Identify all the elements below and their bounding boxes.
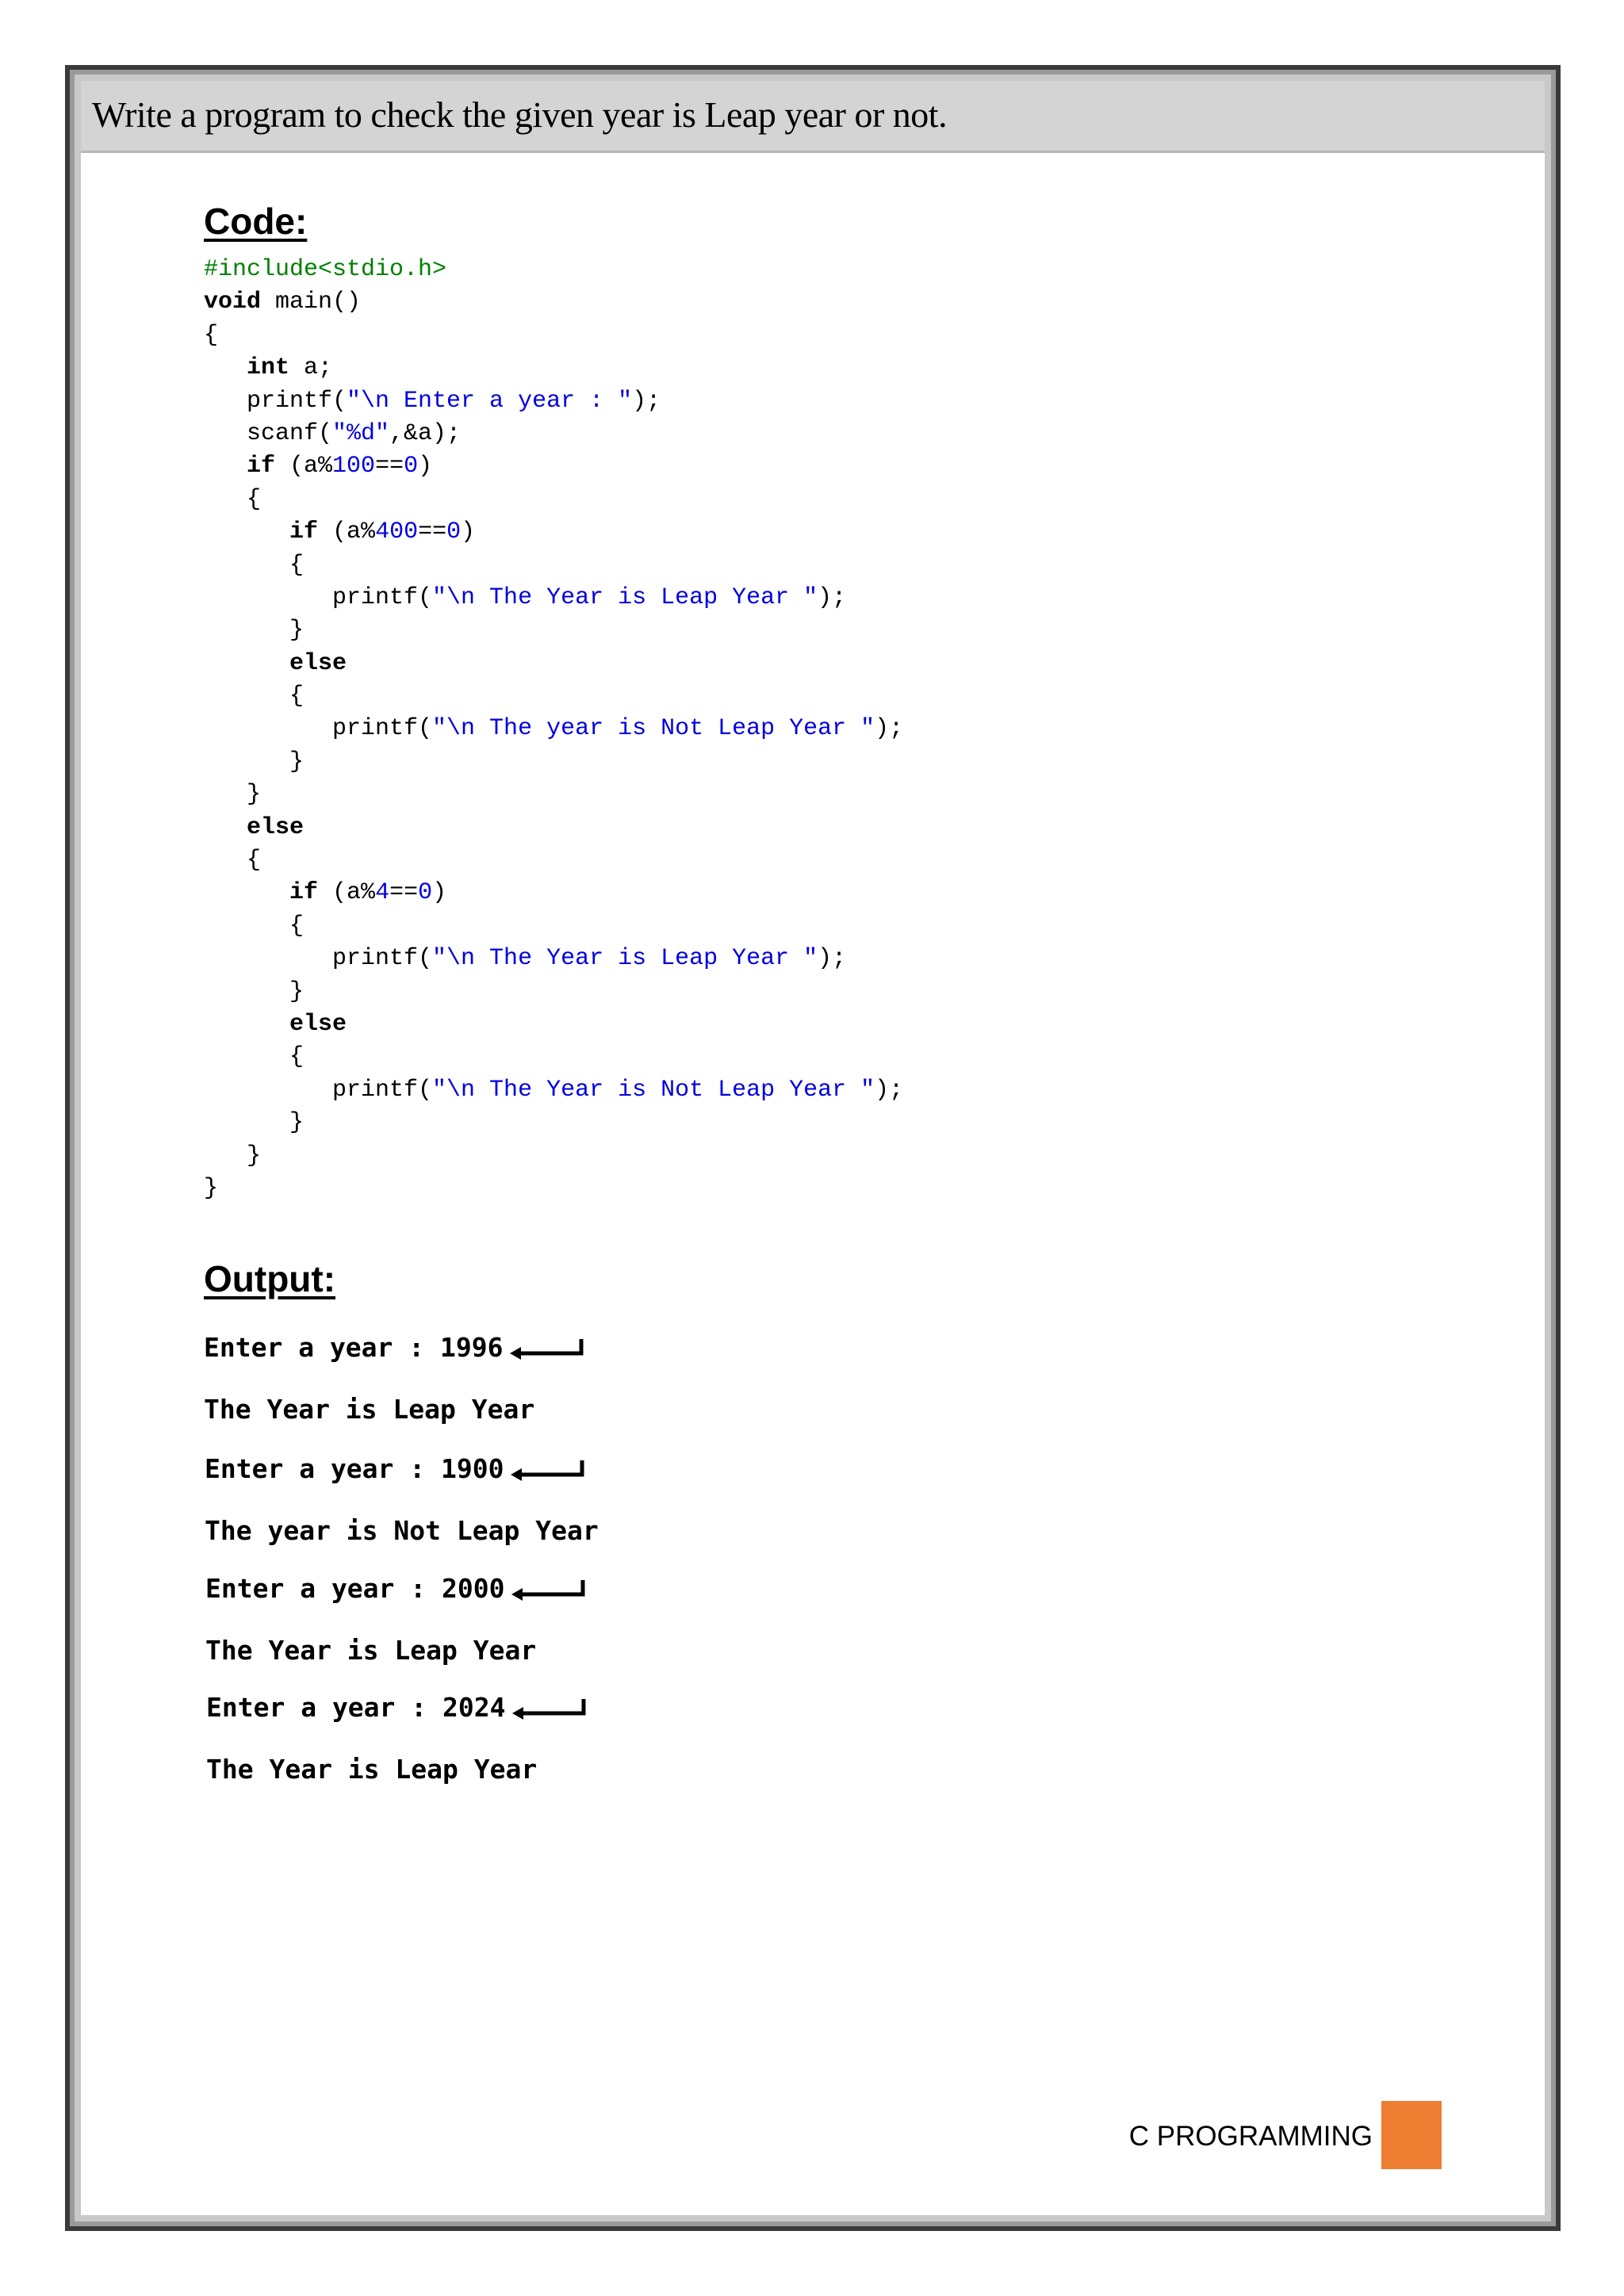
code-token: { <box>204 683 304 710</box>
code-token: void <box>204 289 262 316</box>
code-token: printf( <box>204 1076 433 1104</box>
code-line <box>204 516 903 549</box>
code-token: printf( <box>204 584 433 611</box>
code-token: printf( <box>204 715 433 743</box>
output-text: The year is Not Leap Year <box>205 1515 599 1546</box>
output-text: The Year is Leap Year <box>204 1394 535 1425</box>
code-token: printf( <box>204 387 347 415</box>
code-token: int <box>247 354 290 382</box>
code-line <box>204 877 903 909</box>
code-token: } <box>204 781 262 809</box>
output-text: Enter a year : 2024 <box>206 1692 506 1723</box>
code-token: ) <box>418 453 433 480</box>
code-token: scanf( <box>204 419 333 447</box>
footer-accent-box <box>1381 2101 1442 2169</box>
code-token: } <box>204 978 304 1005</box>
output-prompt-line <box>205 1573 586 1604</box>
code-line <box>204 1041 903 1073</box>
code-line <box>204 844 903 877</box>
code-line <box>204 352 903 385</box>
code-token: 4 <box>375 879 390 907</box>
code-token: } <box>204 617 304 645</box>
code-listing <box>204 254 903 1205</box>
code-token: ); <box>875 715 904 743</box>
code-token: } <box>204 1174 219 1202</box>
code-token: else <box>247 813 304 841</box>
code-line <box>204 385 903 418</box>
output-heading: Output: <box>204 1258 336 1299</box>
code-token: a; <box>289 354 333 382</box>
code-token: ); <box>875 1076 904 1104</box>
code-token: { <box>204 321 219 349</box>
code-token: "\n Enter a year : " <box>347 387 633 415</box>
code-token: (a% <box>318 519 376 546</box>
code-line <box>204 976 903 1008</box>
code-line <box>204 779 903 811</box>
code-token: "\n The Year is Leap Year " <box>432 584 818 611</box>
code-token: { <box>204 551 304 579</box>
code-line <box>204 713 903 745</box>
output-prompt-line <box>206 1692 587 1723</box>
code-line <box>204 1173 903 1205</box>
code-token: == <box>375 453 404 480</box>
code-line <box>204 943 903 975</box>
code-token <box>204 519 289 545</box>
code-token: if <box>247 453 276 480</box>
code-token <box>204 1011 289 1038</box>
output-result-line <box>206 1754 537 1785</box>
code-line <box>204 418 903 450</box>
code-token: ) <box>461 519 476 546</box>
code-line <box>204 1107 903 1139</box>
code-token: { <box>204 1043 304 1071</box>
output-result-line <box>205 1515 599 1546</box>
code-token: 400 <box>375 519 419 546</box>
code-line <box>204 910 903 943</box>
code-token: main() <box>261 289 362 316</box>
code-heading: Code: <box>204 201 308 242</box>
code-token: { <box>204 912 304 939</box>
page-title: Write a program to check the given year is Leap year or not. <box>92 94 948 135</box>
code-token: #include<stdio.h> <box>204 256 447 283</box>
output-result-line <box>204 1394 534 1425</box>
output-prompt-line <box>204 1332 584 1363</box>
code-line <box>204 812 903 844</box>
code-token: 0 <box>418 879 433 907</box>
code-line <box>204 614 903 647</box>
code-line <box>204 1008 903 1041</box>
code-token: if <box>289 879 319 907</box>
code-token: "\n The Year is Leap Year " <box>432 945 818 973</box>
output-result-line <box>205 1635 536 1666</box>
code-token: "\n The year is Not Leap Year " <box>432 715 875 743</box>
enter-key-icon <box>508 1337 584 1361</box>
enter-key-icon <box>510 1578 586 1602</box>
code-token: { <box>204 485 262 513</box>
code-token: ) <box>432 879 447 907</box>
output-text: The Year is Leap Year <box>205 1635 537 1666</box>
code-token: 0 <box>446 519 462 546</box>
code-token: "%d" <box>332 419 390 447</box>
code-token: == <box>418 519 447 546</box>
output-text: The Year is Leap Year <box>206 1754 538 1785</box>
code-line <box>204 648 903 680</box>
code-token: 0 <box>404 453 419 480</box>
title-bar <box>81 81 1545 153</box>
code-token <box>204 453 247 480</box>
enter-key-icon <box>511 1697 587 1721</box>
page-border-inner <box>75 75 1551 2221</box>
code-line <box>204 582 903 614</box>
output-text: Enter a year : 1996 <box>204 1332 504 1363</box>
code-line <box>204 680 903 713</box>
code-token: else <box>289 649 347 677</box>
output-prompt-line <box>205 1453 585 1484</box>
footer-label: C PROGRAMMING <box>1128 2121 1373 2152</box>
code-token: == <box>389 879 419 907</box>
code-token <box>204 879 289 906</box>
code-token: } <box>204 748 304 775</box>
code-token: if <box>289 519 319 546</box>
code-token: (a% <box>318 879 376 907</box>
code-token: { <box>204 847 262 874</box>
code-token: 100 <box>332 453 376 480</box>
code-token: else <box>289 1010 347 1038</box>
code-token <box>204 814 247 841</box>
code-line <box>204 254 903 286</box>
code-line <box>204 286 903 319</box>
code-line <box>204 484 903 516</box>
code-token: ); <box>818 584 847 611</box>
output-text: Enter a year : 1900 <box>205 1453 504 1484</box>
code-token: } <box>204 1142 262 1169</box>
code-line <box>204 1140 903 1173</box>
code-line <box>204 549 903 582</box>
page-content <box>81 81 1545 2215</box>
code-token <box>204 650 289 677</box>
code-token: ,&a); <box>389 419 462 447</box>
code-line <box>204 450 903 483</box>
code-token: (a% <box>275 453 333 480</box>
code-token: ); <box>632 387 661 415</box>
output-text: Enter a year : 2000 <box>205 1573 505 1604</box>
code-token: } <box>204 1109 304 1137</box>
code-token: "\n The Year is Not Leap Year " <box>432 1076 875 1104</box>
enter-key-icon <box>509 1459 585 1483</box>
code-line <box>204 1074 903 1107</box>
page-border <box>65 65 1561 2231</box>
code-token: printf( <box>204 945 433 973</box>
code-line <box>204 320 903 352</box>
code-line <box>204 746 903 779</box>
code-token <box>204 354 247 381</box>
code-token: ); <box>818 945 847 973</box>
